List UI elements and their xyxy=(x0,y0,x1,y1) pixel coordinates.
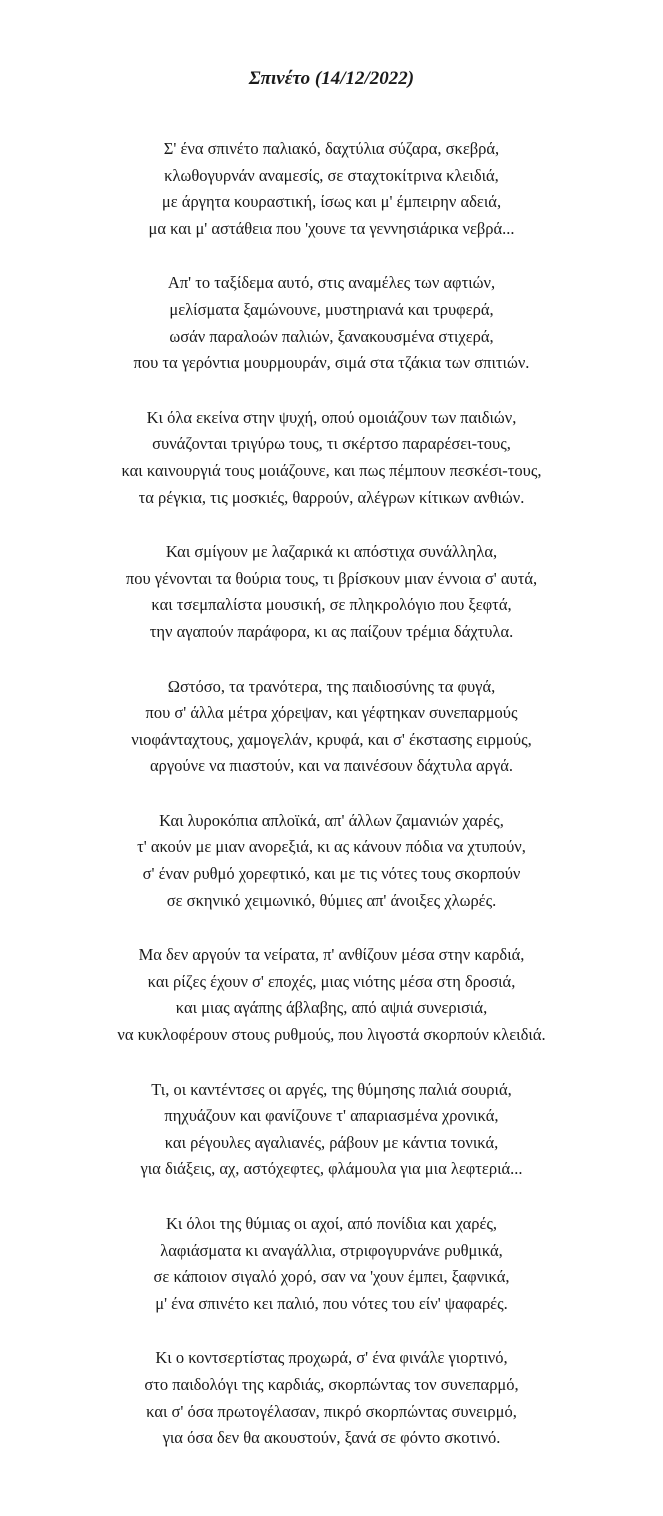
verse-line: λαφιάσματα κι αναγάλλια, στριφογυρνάνε ρυθμικά, xyxy=(160,1240,503,1260)
verse-line: Κι όλα εκείνα στην ψυχή, οπού ομοιάζουν των παιδιών, xyxy=(146,407,517,427)
verse-line: Και σμίγουν με λαζαρικά κι απόστιχα συνάλληλα, xyxy=(165,542,498,562)
verse-line: και ρίζες έχουν σ' εποχές, μιας νιότης μέσα στη δροσιά, xyxy=(147,971,516,991)
poem-title: Σπινέτο (14/12/2022) xyxy=(248,68,415,89)
verse-line: μελίσματα ξαμώνουνε, μυστηριανά και τρυφερά, xyxy=(169,299,494,319)
stanza-6 xyxy=(0,808,663,914)
verse-line: να κυκλοφέρουν στους ρυθμούς, που λιγοστά σκορπούν κλειδιά. xyxy=(117,1025,546,1045)
verse-line: με άργητα κουραστική, ίσως και μ' έμπειρην αδειά, xyxy=(161,192,502,212)
verse-line: τ' ακούν με μιαν ανορεξιά, κι ας κάνουν πόδια να χτυπούν, xyxy=(137,837,526,857)
verse-line: και τσεμπαλίστα μουσική, σε πληκρολόγιο που ξεφτά, xyxy=(151,595,512,615)
verse-line: Ωστόσο, τα τρανότερα, της παιδιοσύνης τα φυγά, xyxy=(167,676,496,696)
verse-line: την αγαπούν παράφορα, κι ας παίζουν τρέμια δάχτυλα. xyxy=(149,621,514,641)
stanza-8 xyxy=(0,1077,663,1183)
verse-line: που γένονται τα θούρια τους, τι βρίσκουν μιαν έννοια σ' αυτά, xyxy=(125,568,538,588)
verse-line: και καινουργιά τους μοιάζουνε, και πως πέμπουν πεσκέσι-τους, xyxy=(121,460,542,480)
stanza-2 xyxy=(0,270,663,376)
verse-line: συνάζονται τριγύρω τους, τι σκέρτσο παραρέσει-τους, xyxy=(152,434,511,454)
verse-line: και ρέγουλες αγαλιανές, ράβουν με κάντια τονικά, xyxy=(164,1132,499,1152)
stanza-5 xyxy=(0,674,663,780)
verse-line: Μα δεν αργούν τα νείρατα, π' ανθίζουν μέσα στην καρδιά, xyxy=(138,945,525,965)
verse-line: μ' ένα σπινέτο κει παλιό, που νότες του είν' ψαφαρές. xyxy=(155,1293,508,1313)
verse-line: σ' έναν ρυθμό χορεφτικό, και με τις νότες τους σκορπούν xyxy=(142,864,521,884)
verse-line: που σ' άλλα μέτρα χόρεψαν, και γέφτηκαν συνεπαρμούς xyxy=(145,703,518,723)
verse-line: που τα γερόντια μουρμουράν, σιμά στα τζάκια των σπιτιών. xyxy=(133,353,530,373)
verse-line: Απ' το ταξίδεμα αυτό, στις αναμέλες των αφτιών, xyxy=(167,273,496,293)
verse-line: Και λυροκόπια απλοϊκά, απ' άλλων ζαμανιών χαρές, xyxy=(159,810,504,830)
stanza-10 xyxy=(0,1345,663,1451)
verse-line: Κι ο κοντσερτίστας προχωρά, σ' ένα φινάλε γιορτινό, xyxy=(155,1348,508,1368)
verse-line: ωσάν παραλοών παλιών, ξανακουσμένα στιχερά, xyxy=(169,326,494,346)
verse-line: μα και μ' αστάθεια που 'χουνε τα γεννησιάρικα νεβρά... xyxy=(148,218,515,238)
verse-line: στο παιδολόγι της καρδιάς, σκορπώντας τον συνεπαρμό, xyxy=(144,1374,519,1394)
verse-line: για όσα δεν θα ακουστούν, ξανά σε φόντο σκοτινό. xyxy=(162,1428,501,1448)
verse-line: σε σκηνικό χειμωνικό, θύμιες απ' άνοιξες χλωρές. xyxy=(166,890,497,910)
verse-line: και μιας αγάπης άβλαβης, από αψιά συνερισιά, xyxy=(175,998,488,1018)
verse-line: Τι, οι καντέντσες οι αργές, της θύμησης παλιά σουριά, xyxy=(151,1079,512,1099)
verse-line: και σ' όσα πρωτογέλασαν, πικρό σκορπώντας συνειρμό, xyxy=(146,1401,517,1421)
verse-line: τα ρέγκια, τις μοσκιές, θαρρούν, αλέγρων κίτικων ανθιών. xyxy=(138,487,525,507)
verse-line: σε κάποιον σιγαλό χορό, σαν να 'χουν έμπει, ξαφνικά, xyxy=(153,1267,510,1287)
verse-line: για διάξεις, αχ, αστόχεφτες, φλάμουλα για μια λεφτεριά... xyxy=(140,1159,523,1179)
verse-line: αργούνε να πιαστούν, και να παινέσουν δάχτυλα αργά. xyxy=(150,756,513,776)
stanza-1 xyxy=(0,136,663,242)
stanza-9 xyxy=(0,1211,663,1317)
verse-line: πηχυάζουν και φανίζουνε τ' απαριασμένα χρονικά, xyxy=(164,1106,499,1126)
verse-line: Σ' ένα σπινέτο παλιακό, δαχτύλια σύζαρα, σκεβρά, xyxy=(163,139,500,158)
verse-line: κλωθογυρνάν αναμεσίς, σε σταχτοκίτρινα κλειδιά, xyxy=(164,165,499,185)
stanza-4 xyxy=(0,539,663,645)
stanza-3 xyxy=(0,405,663,511)
verse-line: νιοφάνταχτους, χαμογελάν, κρυφά, και σ' έκστασης ειρμούς, xyxy=(131,729,532,749)
verse-line: Κι όλοι της θύμιας οι αχοί, από πονίδια και χαρές, xyxy=(165,1214,498,1233)
stanza-7 xyxy=(0,942,663,1048)
